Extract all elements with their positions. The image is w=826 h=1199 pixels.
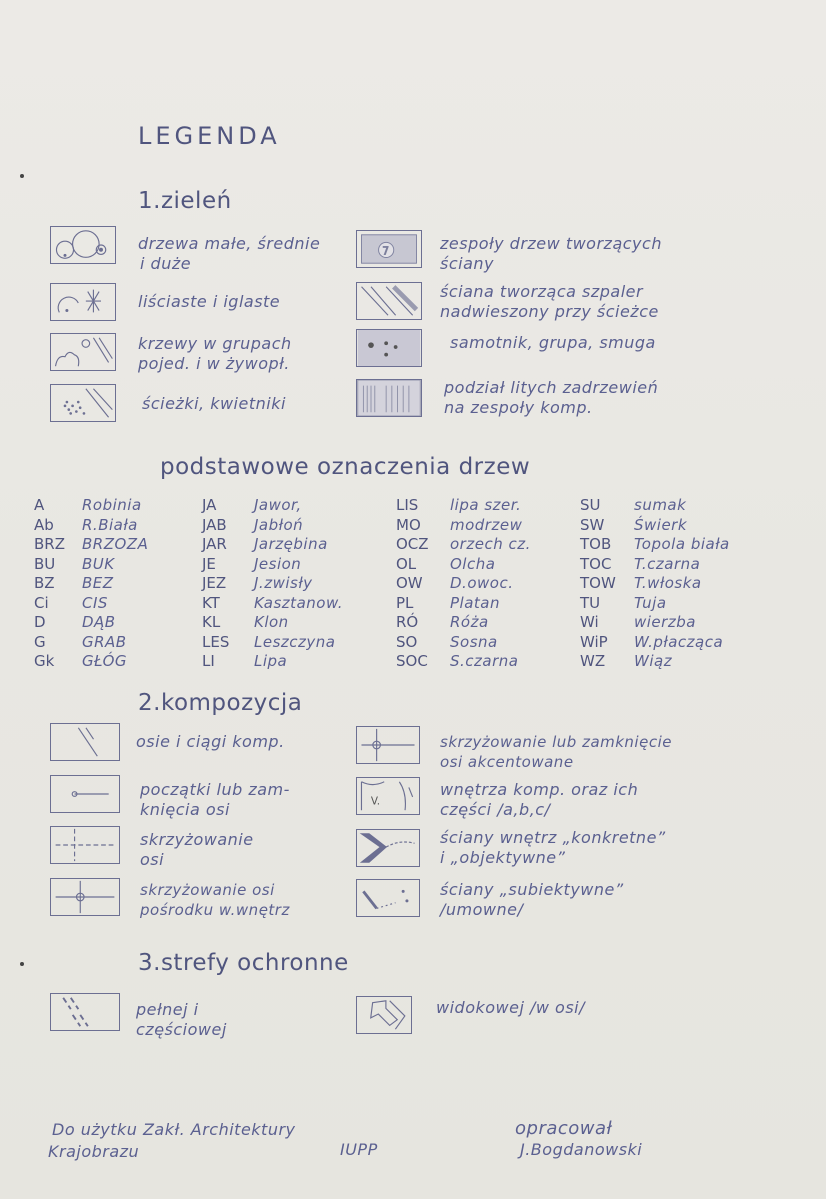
footer-author-label: opracował	[515, 1118, 613, 1139]
footer-usage-line-3: IUPP	[340, 1140, 378, 1159]
tree-name: D.owoc.	[450, 574, 514, 592]
tree-code: LES	[202, 632, 230, 651]
label-line: zespoły drzew tworzących	[440, 234, 662, 253]
tree-name: Wiąz	[634, 652, 673, 670]
label-line: i „objektywne”	[440, 848, 566, 867]
label-axis: osie i ciągi komp.	[136, 732, 285, 751]
label-line: początki lub zam-	[140, 780, 290, 799]
tree-code: PL	[396, 593, 414, 612]
label-accented-axis	[440, 732, 672, 772]
axis-crossing-symbol	[50, 826, 120, 864]
axis-crossing-center-symbol	[50, 878, 120, 916]
tree-code: SOC	[396, 652, 428, 670]
tree-code: SU	[580, 496, 601, 514]
tree-name: J.zwisły	[254, 574, 313, 592]
label-axis-crossing-center	[140, 880, 290, 920]
tree-name: Lipa	[254, 652, 288, 670]
tree-name: wierzba	[634, 613, 696, 631]
margin-dot	[20, 174, 24, 178]
tree-name: BUK	[82, 554, 115, 573]
svg-text:V.: V.	[370, 795, 381, 808]
paths-flowerbeds-symbol	[50, 384, 116, 422]
tree-name: Jesion	[254, 554, 302, 573]
tree-name: Klon	[254, 613, 289, 631]
tree-name: BEZ	[82, 574, 114, 592]
trees-section-title: podstawowe oznaczenia drzew	[160, 454, 531, 480]
shrubs-symbol	[50, 333, 116, 371]
axis-symbol	[50, 723, 120, 761]
svg-text:7: 7	[382, 245, 389, 258]
label-line: osi akcentowane	[440, 753, 574, 771]
label-axis-start	[140, 780, 290, 820]
label-line: skrzyżowanie lub zamknięcie	[440, 733, 672, 751]
tree-code: TOC	[580, 554, 612, 573]
tree-code: JAR	[202, 535, 227, 553]
tree-code: BRZ	[34, 535, 65, 553]
deciduous-conifer-symbol	[50, 283, 116, 321]
tree-code: OL	[396, 554, 417, 573]
footer-author-name: J.Bogdanowski	[520, 1140, 643, 1159]
solitary-group-band-symbol	[356, 329, 422, 367]
tree-name: Jawor,	[254, 496, 302, 514]
tree-code: D	[34, 613, 46, 631]
tree-code: Wi	[580, 613, 599, 631]
label-line: krzewy w grupach	[138, 334, 292, 353]
tree-name: Świerk	[634, 515, 688, 534]
tree-code: BZ	[34, 574, 55, 592]
tree-code: A	[34, 496, 45, 514]
legend-heading: LEGENDA	[138, 122, 281, 150]
tree-code: OW	[396, 574, 423, 592]
tree-name: DĄB	[82, 613, 116, 631]
section-1-title: 1.zieleń	[138, 188, 232, 214]
tree-code: TOW	[580, 574, 616, 592]
subdivision-symbol	[356, 379, 422, 417]
label-line: pośrodku w.wnętrz	[140, 901, 290, 919]
label-line: pełnej i	[136, 1000, 199, 1019]
tree-code: SO	[396, 632, 418, 651]
label-tree-group-walls	[440, 234, 662, 274]
label-line: skrzyżowanie	[140, 830, 254, 849]
tree-code: G	[34, 632, 46, 651]
tree-code: Gk	[34, 652, 55, 670]
tree-code: TOB	[580, 535, 612, 553]
axis-start-end-symbol	[50, 775, 120, 813]
footer-usage-line-1: Do użytku Zakł. Architektury	[52, 1120, 296, 1139]
protection-view-symbol	[356, 996, 412, 1034]
tree-name: Topola biała	[634, 535, 730, 553]
tree-name: T.czarna	[634, 554, 701, 573]
label-line: części /a,b,c/	[440, 800, 551, 819]
tree-code: Ab	[34, 515, 54, 534]
tree-code: KT	[202, 593, 220, 612]
tree-name: Jarzębina	[254, 535, 328, 553]
label-hedgerow	[440, 282, 659, 322]
tree-code: WiP	[580, 632, 608, 651]
tree-name: BRZOZA	[82, 535, 149, 553]
tree-name: CIS	[82, 593, 108, 612]
tree-name: Tuja	[634, 593, 667, 612]
label-line: osi	[140, 850, 165, 869]
tree-code: Ci	[34, 593, 49, 612]
label-line: częściowej	[136, 1020, 227, 1039]
label-line: drzewa małe, średnie	[138, 234, 321, 253]
label-line: wnętrza komp. oraz ich	[440, 780, 639, 799]
label-line: ściany „subiektywne”	[440, 880, 624, 899]
tree-code: WZ	[580, 652, 606, 670]
label-paths: ścieżki, kwietniki	[142, 394, 286, 413]
label-axis-crossing	[140, 830, 254, 870]
tree-code: LI	[202, 652, 215, 670]
label-line: podział litych zadrzewień	[444, 378, 659, 397]
section-2-title: 2.kompozycja	[138, 690, 303, 716]
trees-symbol	[50, 226, 116, 264]
label-deciduous-conifer: liściaste i iglaste	[138, 292, 281, 311]
tree-name: Róża	[450, 613, 489, 631]
label-subjective-walls	[440, 880, 624, 920]
tree-name: Olcha	[450, 554, 496, 573]
tree-code: LIS	[396, 496, 419, 514]
label-interiors	[440, 780, 638, 820]
tree-name: GŁÓG	[82, 652, 128, 670]
label-line: /umowne/	[440, 900, 524, 919]
interior-walls-concrete-symbol	[356, 829, 420, 867]
label-subdivision	[444, 378, 658, 418]
label-line: ściana tworząca szpaler	[440, 282, 644, 301]
hedgerow-symbol	[356, 282, 422, 320]
tree-code: JAB	[202, 515, 227, 534]
tree-code: TU	[580, 593, 601, 612]
footer-usage-line-2: Krajobrazu	[48, 1142, 140, 1161]
interiors-symbol	[356, 777, 420, 815]
tree-name: GRAB	[82, 632, 127, 651]
tree-name: modrzew	[450, 515, 523, 534]
tree-name: Sosna	[450, 632, 498, 651]
label-line: na zespoły komp.	[444, 398, 593, 417]
tree-code: JA	[202, 496, 217, 514]
tree-name: Leszczyna	[254, 632, 336, 651]
tree-code: KL	[202, 613, 221, 631]
tree-name: S.czarna	[450, 652, 519, 670]
tree-name: T.włoska	[634, 574, 702, 592]
label-line: ściany	[440, 254, 494, 273]
label-line: ściany wnętrz „konkretne”	[440, 828, 666, 847]
tree-name: Platan	[450, 593, 500, 612]
margin-dot	[20, 962, 24, 966]
label-interior-walls	[440, 828, 666, 868]
label-line: skrzyżowanie osi	[140, 881, 275, 899]
label-protection-view: widokowej /w osi/	[436, 998, 586, 1017]
tree-group-walls-symbol	[356, 230, 422, 268]
label-shrubs	[138, 334, 292, 374]
tree-code: SW	[580, 515, 605, 534]
label-line: nadwieszony przy ścieżce	[440, 302, 659, 321]
tree-code: BU	[34, 554, 56, 573]
tree-name: sumak	[634, 496, 687, 514]
protection-full-partial-symbol	[50, 993, 120, 1031]
tree-name: R.Biała	[82, 515, 138, 534]
tree-name: lipa szer.	[450, 496, 522, 514]
label-protection-full	[136, 1000, 227, 1040]
tree-code: JE	[202, 554, 216, 573]
label-line: knięcia osi	[140, 800, 230, 819]
label-line: pojed. i w żywopł.	[138, 354, 290, 373]
tree-code: OCZ	[396, 535, 429, 553]
label-solitary: samotnik, grupa, smuga	[450, 333, 656, 352]
section-3-title: 3.strefy ochronne	[138, 950, 349, 976]
tree-name: orzech cz.	[450, 535, 531, 553]
tree-code: JEZ	[202, 574, 227, 592]
interior-walls-subjective-symbol	[356, 879, 420, 917]
label-trees	[138, 234, 320, 274]
tree-name: Jabłoń	[254, 515, 304, 534]
accented-axis-symbol	[356, 726, 420, 764]
tree-name: W.płacząca	[634, 632, 724, 651]
tree-name: Kasztanow.	[254, 593, 344, 612]
tree-code: MO	[396, 515, 421, 534]
tree-name: Robinia	[82, 496, 142, 514]
tree-code: RÓ	[396, 613, 419, 631]
label-line: i duże	[140, 254, 192, 273]
